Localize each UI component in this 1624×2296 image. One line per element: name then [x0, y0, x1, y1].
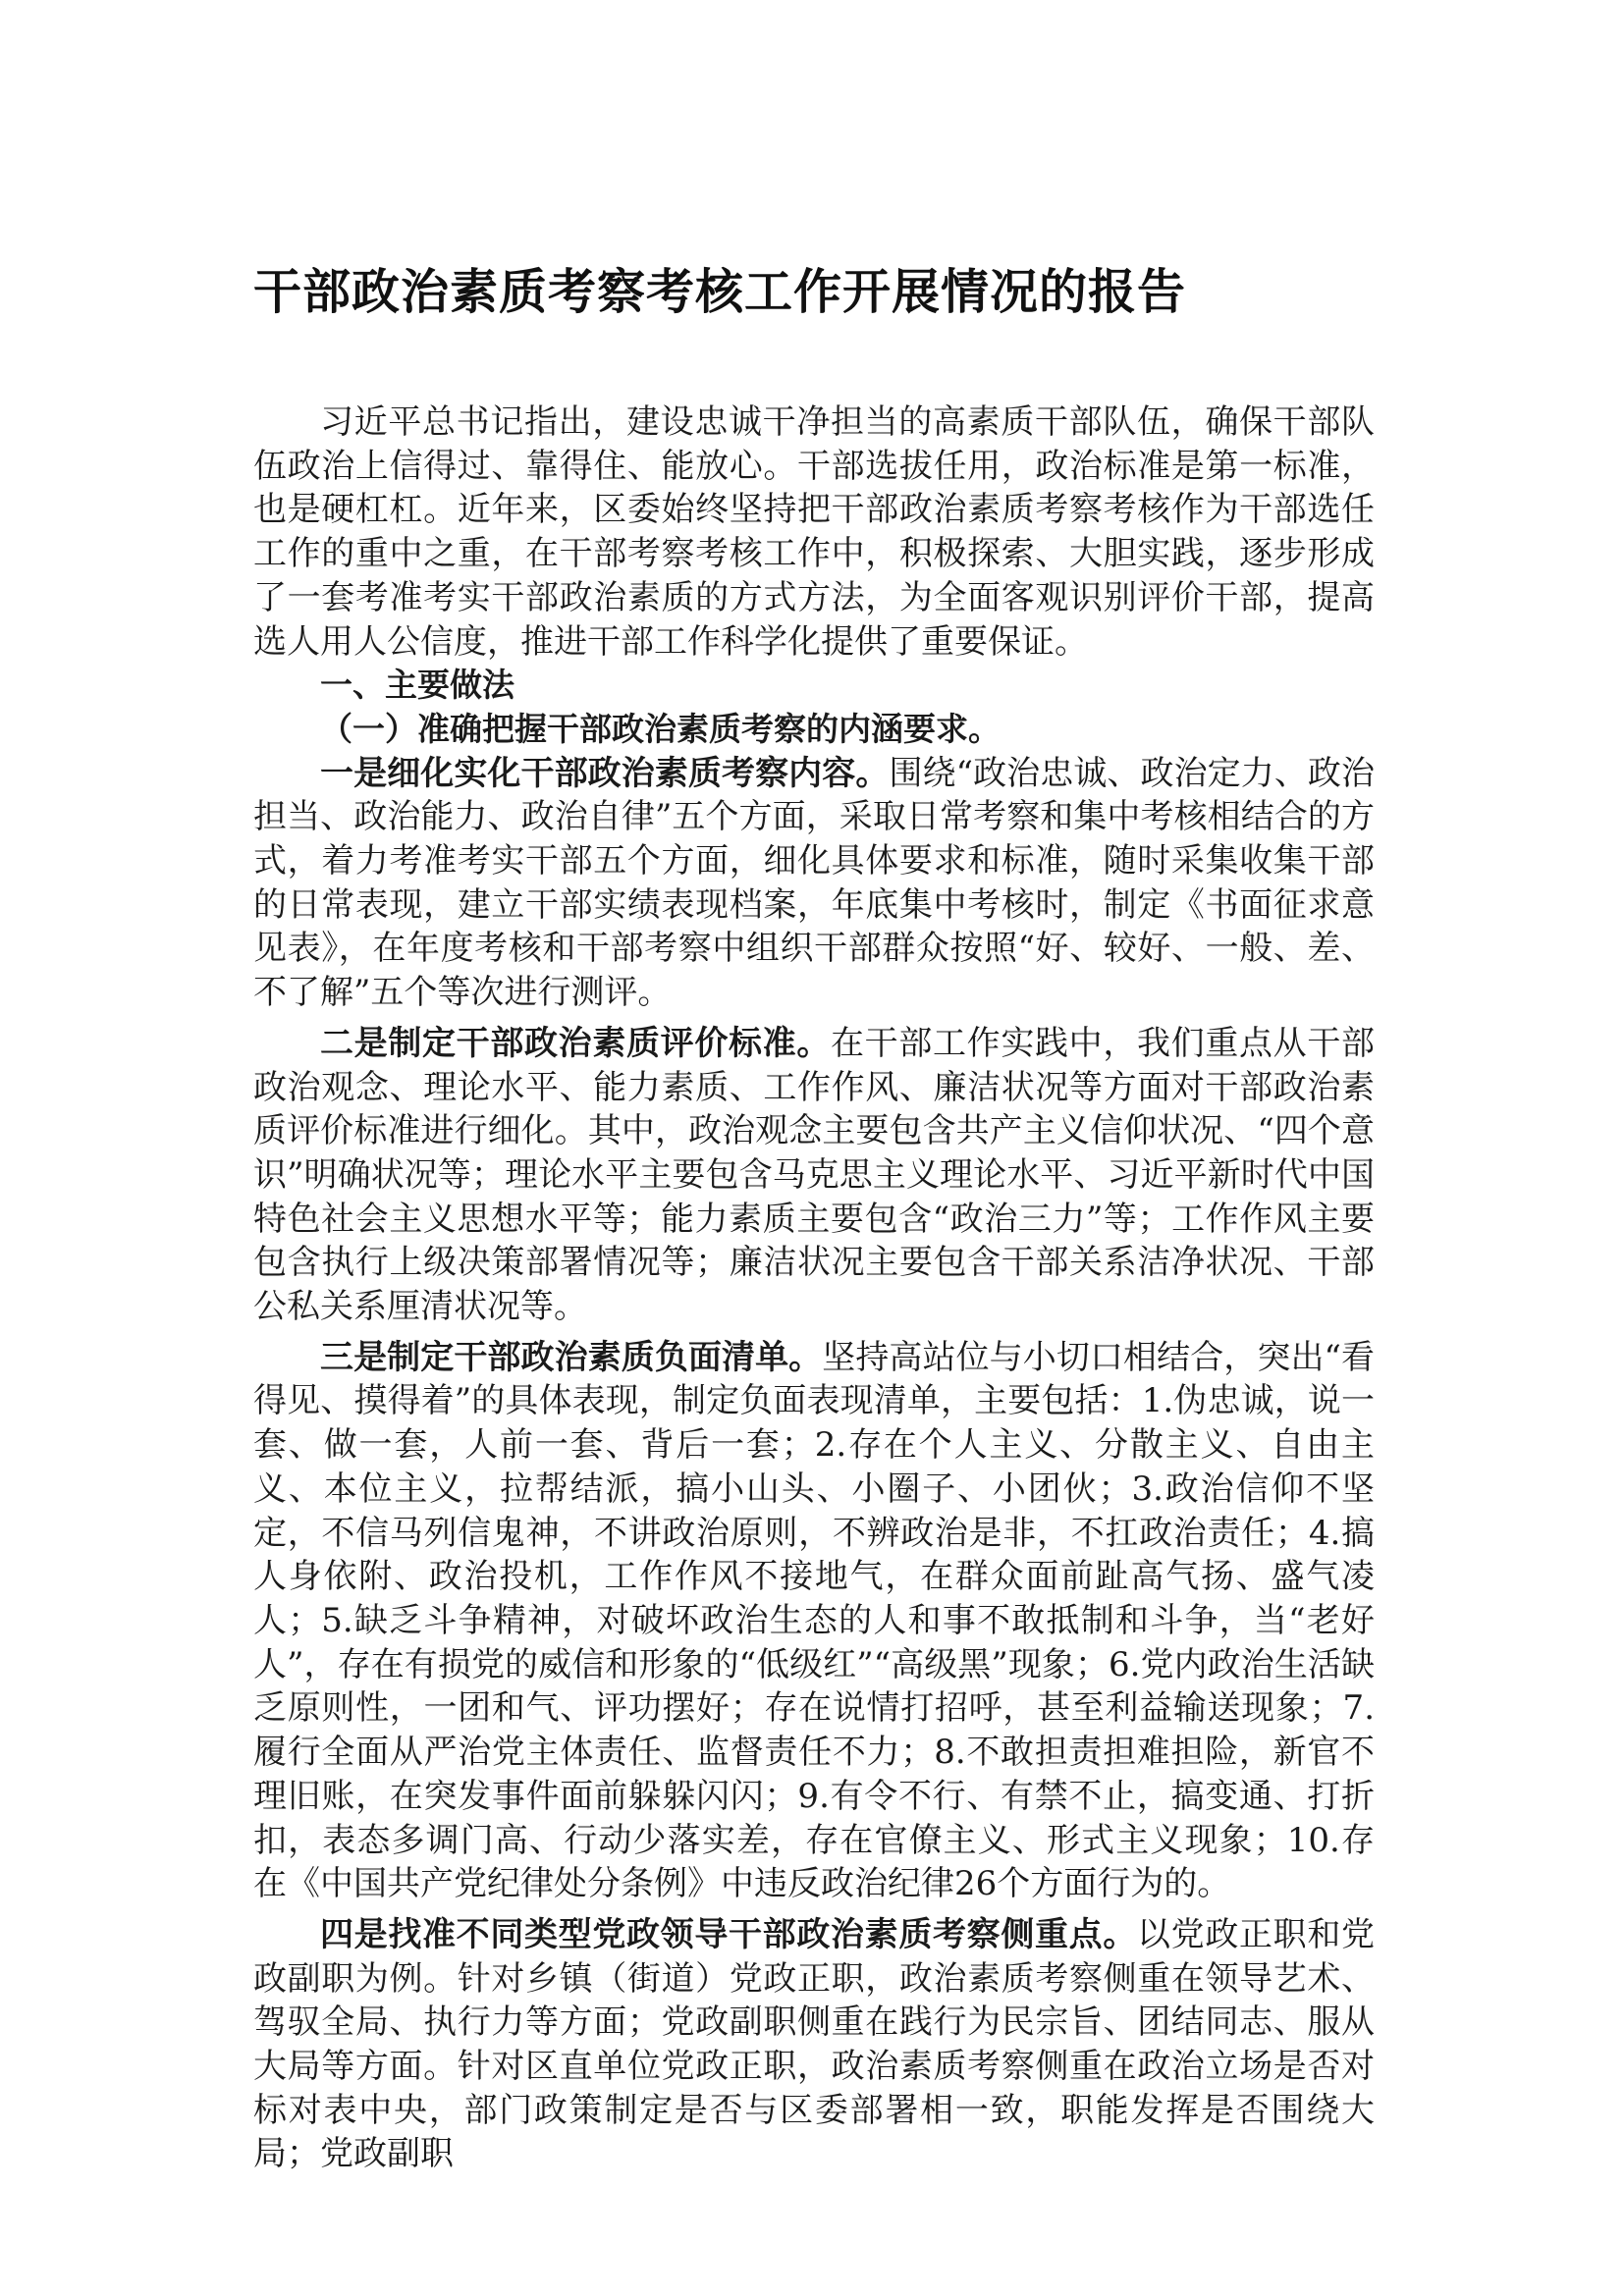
paragraph-3 — [253, 1336, 1375, 1906]
paragraph-4 — [253, 1913, 1375, 2176]
paragraph-1-lead: 一是细化实化干部政治素质考察内容。 — [320, 753, 890, 793]
paragraph-4-text: 以党政正职和党政副职为例。针对乡镇（街道）党政正职，政治素质考察侧重在领导艺术、驾驭全局、执行力等方面；党政副职侧重在践行为民宗旨、团结同志、服从大局等方面。针对区直单位党政正职，政治素质考察侧重在政治立场是否对标对表中央，部门政策制定是否与区委部署相一致，职能发挥是否围绕大局；党政副职 — [253, 1914, 1375, 2174]
paragraph-2 — [253, 1022, 1375, 1329]
paragraph-2-lead: 二是制定干部政治素质评价标准。 — [320, 1023, 831, 1063]
subsection-heading: （一）准确把握干部政治素质考察的内涵要求。 — [320, 709, 1001, 748]
paragraph-2-text: 在干部工作实践中，我们重点从干部政治观念、理论水平、能力素质、工作作风、廉洁状况等方面对干部政治素质评价标准进行细化。其中，政治观念主要包含共产主义信仰状况、“四个意识”明确状况等；理论水平主要包含马克思主义理论水平、习近平新时代中国特色社会主义思想水平等；能力素质主要包含“政治三力”等；工作作风主要包含执行上级决策部署情况等；廉洁状况主要包含干部关系洁净状况、干部公私关系厘清状况等。 — [253, 1023, 1375, 1327]
document-body — [253, 400, 1375, 2176]
paragraph-1-text: 围绕“政治忠诚、政治定力、政治担当、政治能力、政治自律”五个方面，采取日常考察和集中考核相结合的方式，着力考准考实干部五个方面，细化具体要求和标准，随时采集收集干部的日常表现，建立干部实绩表现档案，年底集中考核时，制定《书面征求意见表》，在年度考核和干部考察中组织干部群众按照“好、较好、一般、差、不了解”五个等次进行测评。 — [253, 753, 1375, 1013]
paragraph-4-lead: 四是找准不同类型党政领导干部政治素质考察侧重点。 — [320, 1914, 1137, 1954]
paragraph-1 — [253, 752, 1375, 1015]
paragraph-3-text: 坚持高站位与小切口相结合，突出“看得见、摸得着”的具体表现，制定负面表现清单，主要包括：1.伪忠诚，说一套、做一套，人前一套、背后一套；2.存在个人主义、分散主义、自由主义、本位主义，拉帮结派，搞小山头、小圈子、小团伙；3.政治信仰不坚定，不信马列信鬼神，不讲政治原则，不辨政治是非，不扛政治责任；4.搞人身依附、政治投机，工作作风不接地气，在群众面前趾高气扬、盛气凌人；5.缺乏斗争精神，对破坏政治生态的人和事不敢抵制和斗争，当“老好人”，存在有损党的威信和形象的“低级红”“高级黑”现象；6.党内政治生活缺乏原则性，一团和气、评功摆好；存在说情打招呼，甚至利益输送现象；7.履行全面从严治党主体责任、监督责任不力；8.不敢担责担难担险，新官不理旧账，在突发事件面前躲躲闪闪；9.有令不行、有禁不止，搞变通、打折扣，表态多调门高、行动少落实差，存在官僚主义、形式主义现象；10.存在《中国共产党纪律处分条例》中违反政治纪律26个方面行为的。 — [253, 1337, 1375, 1904]
intro-paragraph: 习近平总书记指出，建设忠诚干净担当的高素质干部队伍，确保干部队伍政治上信得过、靠得住、能放心。干部选拔任用，政治标准是第一标准，也是硬杠杠。近年来，区委始终坚持把干部政治素质考察考核作为干部选任工作的重中之重，在干部考察考核工作中，积极探索、大胆实践，逐步形成了一套考准考实干部政治素质的方式方法，为全面客观识别评价干部，提高选人用人公信度，推进干部工作科学化提供了重要保证。 — [253, 402, 1375, 662]
paragraph-3-lead: 三是制定干部政治素质负面清单。 — [320, 1337, 823, 1377]
document-title: 干部政治素质考察考核工作开展情况的报告 — [253, 264, 1187, 320]
section-heading: 一、主要做法 — [320, 666, 514, 705]
